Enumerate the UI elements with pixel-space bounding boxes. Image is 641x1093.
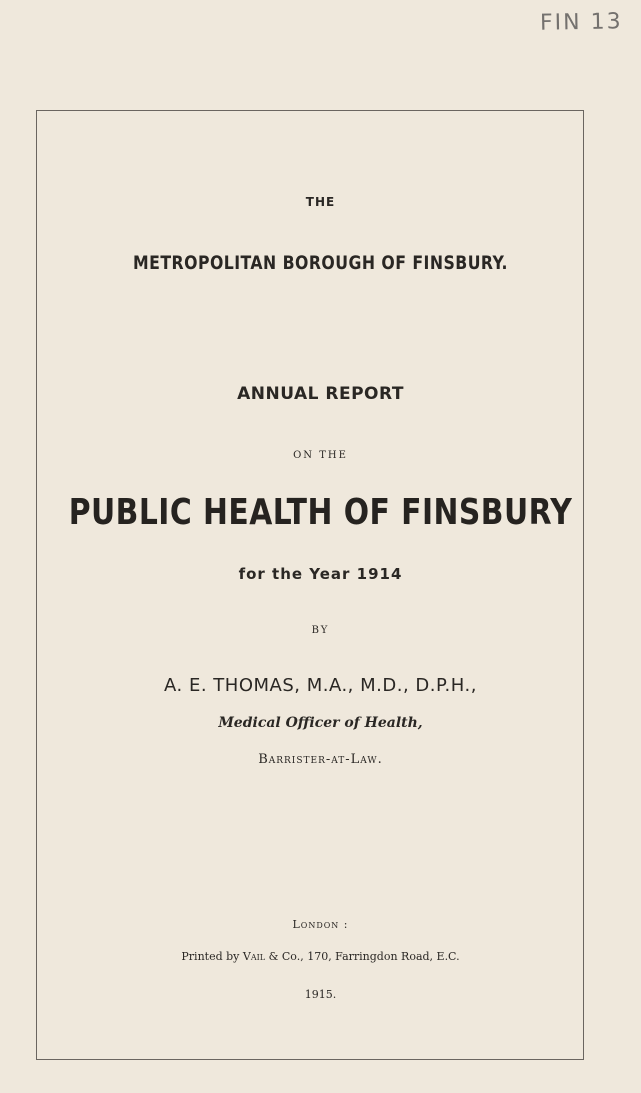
catalog-mark: FIN 13 (540, 9, 624, 36)
imprint-printed-prefix: Printed by (181, 950, 243, 963)
imprint-printed-suffix: & Co., 170, Farringdon Road, E.C. (265, 950, 460, 963)
main-title: PUBLIC HEALTH OF FINSBURY (68, 492, 573, 533)
author-name: A. E. THOMAS, M.A., M.D., D.P.H., (164, 675, 477, 696)
year-line: for the Year 1914 (238, 565, 403, 583)
author-role: Medical Officer of Health, (218, 715, 423, 731)
imprint-printer-name: Vail (242, 950, 266, 963)
imprint-printer-line (0, 950, 641, 963)
imprint-place: London : (292, 918, 349, 931)
the-label: THE (305, 195, 336, 209)
imprint-year: 1915. (304, 988, 337, 1001)
borough-title: METROPOLITAN BOROUGH OF FINSBURY. (133, 252, 508, 274)
on-the-label: ON THE (293, 450, 348, 461)
by-label: BY (311, 625, 330, 636)
report-type: ANNUAL REPORT (237, 384, 404, 404)
author-qualification: Barrister-at-Law. (258, 752, 383, 767)
